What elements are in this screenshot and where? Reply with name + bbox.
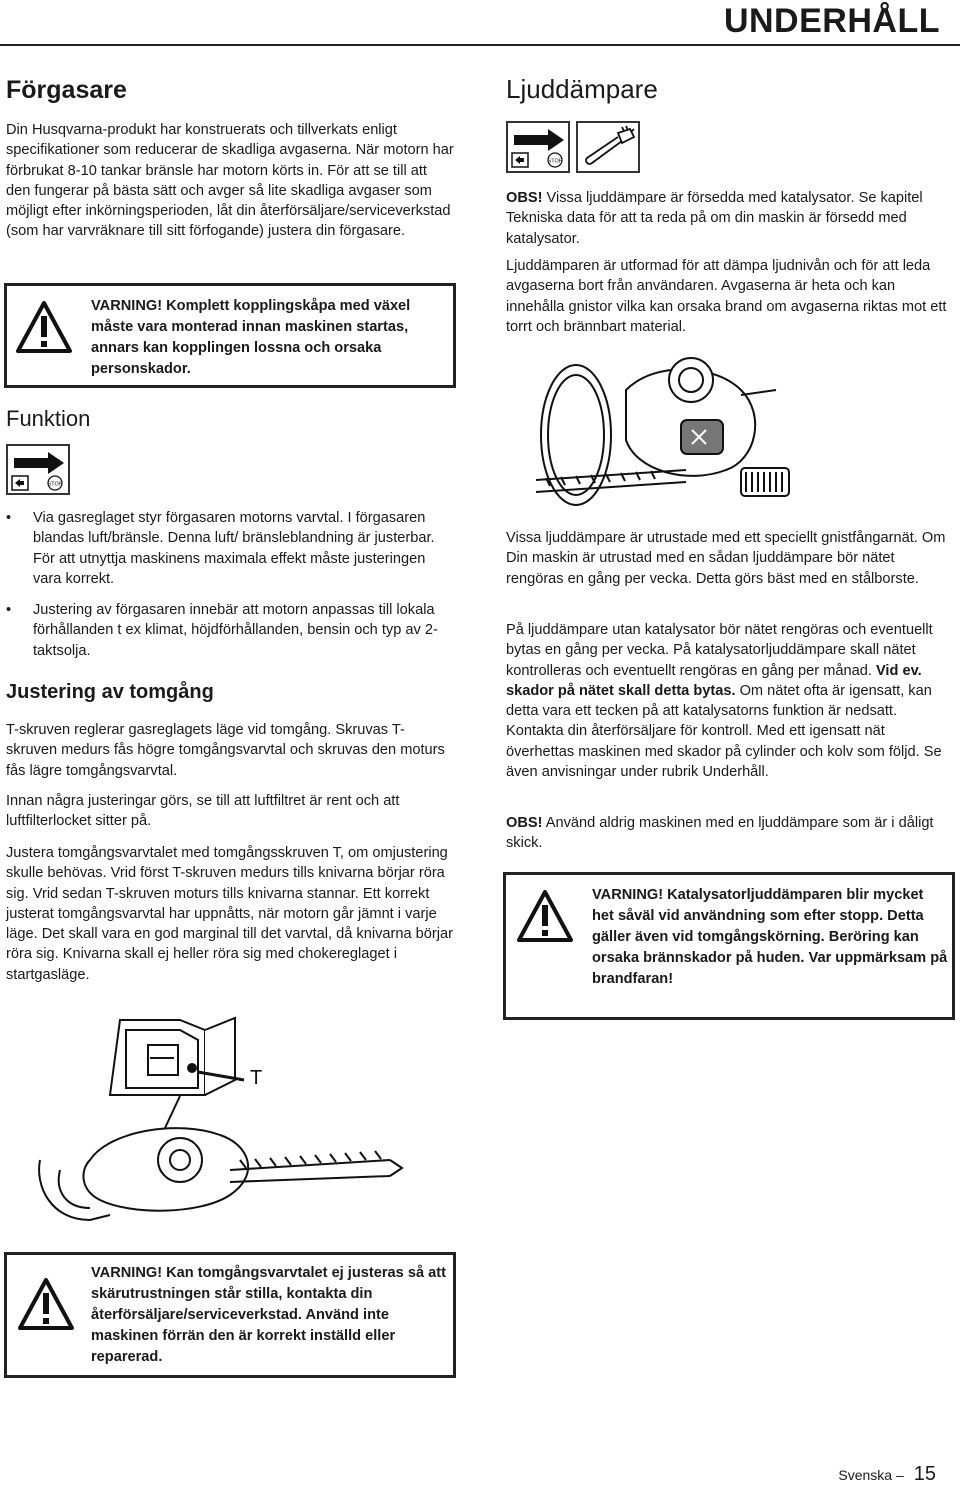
obs-dalig-ljuddampare <box>506 813 952 854</box>
forgasare-paragraph: Din Husqvarna-produkt har konstruerats och tillverkats enligt specifikationer som reducerar de skadliga avgaserna. När motorn har förbrukat 8-10 tankar bränsle har motorn körts in. För att se till att den fungerar på bästa sätt och avger så lite skadliga avgaser som möjligt efter inkörningsperioden, låt din återförsäljare/serviceverkstad (som har varvräknare till sitt förfogande) justera din förgasare. <box>6 122 454 240</box>
ljuddampare-paragraph-3: Vissa ljuddämpare är utrustade med ett speciellt gnistfångarnät. Om Din maskin är utrustad med en sådan ljuddämpare bör nätet rengöras en gång per vecka. Detta görs bäst med en stålborste. <box>506 530 946 587</box>
ljuddampare-paragraph-4 <box>506 620 952 782</box>
start-arrow-icon <box>8 446 68 493</box>
page-title: UNDERHÅLL <box>723 2 940 40</box>
warning-text-idle: VARNING! Kan tomgångsvarvtalet ej justeras så att skärutrustningen står stilla, kontakta din återförsäljare/serviceverkstad. Använd inte maskinen förrän den är korrekt inställd eller reparerad. <box>91 1265 446 1365</box>
list-item: • Via gasreglaget styr förgasaren motorns varvtal. I förgasaren blandas luft/bränsle. Denna luft/ bränsleblandning är justerbar. För att utnyttja maskinens maximala effekt måste justeringen vara korrekt. <box>6 508 454 589</box>
heading-funktion: Funktion <box>6 406 91 431</box>
warning-triangle-icon <box>15 300 73 354</box>
obs-label: OBS! <box>506 190 543 206</box>
warning-text-clutch: VARNING! Komplett kopplingskåpa med växel måste vara monterad innan maskinen startas, annars kan kopplingen lossna och orsaka personskador. <box>91 298 411 377</box>
warning-triangle-icon <box>17 1277 75 1331</box>
start-arrow-icon <box>508 123 568 171</box>
page-number: 15 <box>913 1463 936 1485</box>
warning-text-catalyst: VARNING! Katalysatorljuddämparen blir mycket het såväl vid användning som efter stopp. Detta gäller även vid tomgångskörning. Beröring kan orsaka brännskador på huden. Var uppmärksam på brandfaran! <box>592 887 948 987</box>
footer-separator: – <box>892 1467 904 1483</box>
funktion-bullet-list <box>6 508 454 672</box>
idle-screw-illustration <box>30 1010 450 1235</box>
header-rule <box>0 44 960 46</box>
obs-katalysator <box>506 188 952 249</box>
stop-sign-label: STOP <box>47 481 63 488</box>
list-item: • Justering av förgasaren innebär att motorn anpassas till lokala förhållanden t ex klimat, höjdförhållanden, bensin och typ av 2-taktsolja. <box>6 600 454 661</box>
brush-icon-box <box>576 121 640 173</box>
para4-text-bold: Vid ev. skador på nätet skall detta bytas. <box>506 662 922 699</box>
page-footer <box>838 1463 936 1486</box>
warning-triangle-icon <box>516 889 574 943</box>
warning-box-catalyst <box>503 872 955 1020</box>
heading-ljuddampare: Ljuddämpare <box>506 74 658 104</box>
para4-text-a: På ljuddämpare utan katalysator bör nätet rengöras och eventuellt bytas en gång per vecka. På katalysatorljuddämpare skall nätet kontrolleras och eventuellt rengöras en gång per månad. <box>506 622 933 679</box>
hedge-trimmer-muffler-illustration <box>516 350 806 510</box>
para4-text-c: Om nätet ofta är igensatt, kan detta vara ett tecken på att katalysatorns funktion är nedsatt. Kontakta din återförsäljare för kontroll. Med ett igensatt nät överhettas maskinen med skador på cylinder och kolv som följd. Se även anvisningar under rubrik Underhåll. <box>506 682 942 781</box>
obs-text: Använd aldrig maskinen med en ljuddämpare som är i dåligt skick. <box>506 815 934 852</box>
stop-sign-label: STOP <box>547 158 563 165</box>
heading-forgasare: Förgasare <box>6 76 127 104</box>
obs-label: OBS! <box>506 815 543 831</box>
justering-paragraph-3: Justera tomgångsvarvtalet med tomgångsskruven T, om omjustering skulle behövas. Vrid först T-skruven medurs tills knivarna börjar röra sig. Vrid sedan T-skruven moturs tills knivarna stannar. Ett korrekt justerat tomgångsvarvtal har uppnåtts, när motorn går jämnt i varje läge. Det skall vara en god marginal till det varvtal, då knivarna börjar röra sig. Knivarna skall ej heller röra sig med chokereglaget i startgasläge. <box>6 845 453 983</box>
heading-justering: Justering av tomgång <box>6 681 214 703</box>
ljuddampare-paragraph-2: Ljuddämparen är utformad för att dämpa ljudnivån och för att leda avgaserna bort från användaren. Avgaserna är heta och kan innehålla gnistor vilka kan orsaka brand om avgaserna riktas mot ett torrt och brännbart material. <box>506 258 947 335</box>
warning-box-clutch <box>4 283 456 388</box>
justering-paragraph-1: T-skruven reglerar gasreglagets läge vid tomgång. Skruvas T-skruven medurs fås högre tomgångsvarvtal och skruvas den moturs fås lägre tomgångsvarvtal. <box>6 722 445 779</box>
start-stop-icon-box <box>506 121 570 173</box>
footer-language: Svenska <box>838 1467 893 1483</box>
start-stop-icon-box <box>6 444 70 495</box>
justering-paragraph-2: Innan några justeringar görs, se till att luftfiltret är rent och att luftfilterlocket sitter på. <box>6 793 400 830</box>
warning-box-idle <box>4 1252 456 1378</box>
obs-text: Vissa ljuddämpare är försedda med katalysator. Se kapitel Tekniska data för att ta reda på om din maskin är försedd med katalysator. <box>506 190 923 247</box>
figure-label-t: T <box>250 1067 263 1089</box>
wire-brush-icon <box>578 123 638 171</box>
